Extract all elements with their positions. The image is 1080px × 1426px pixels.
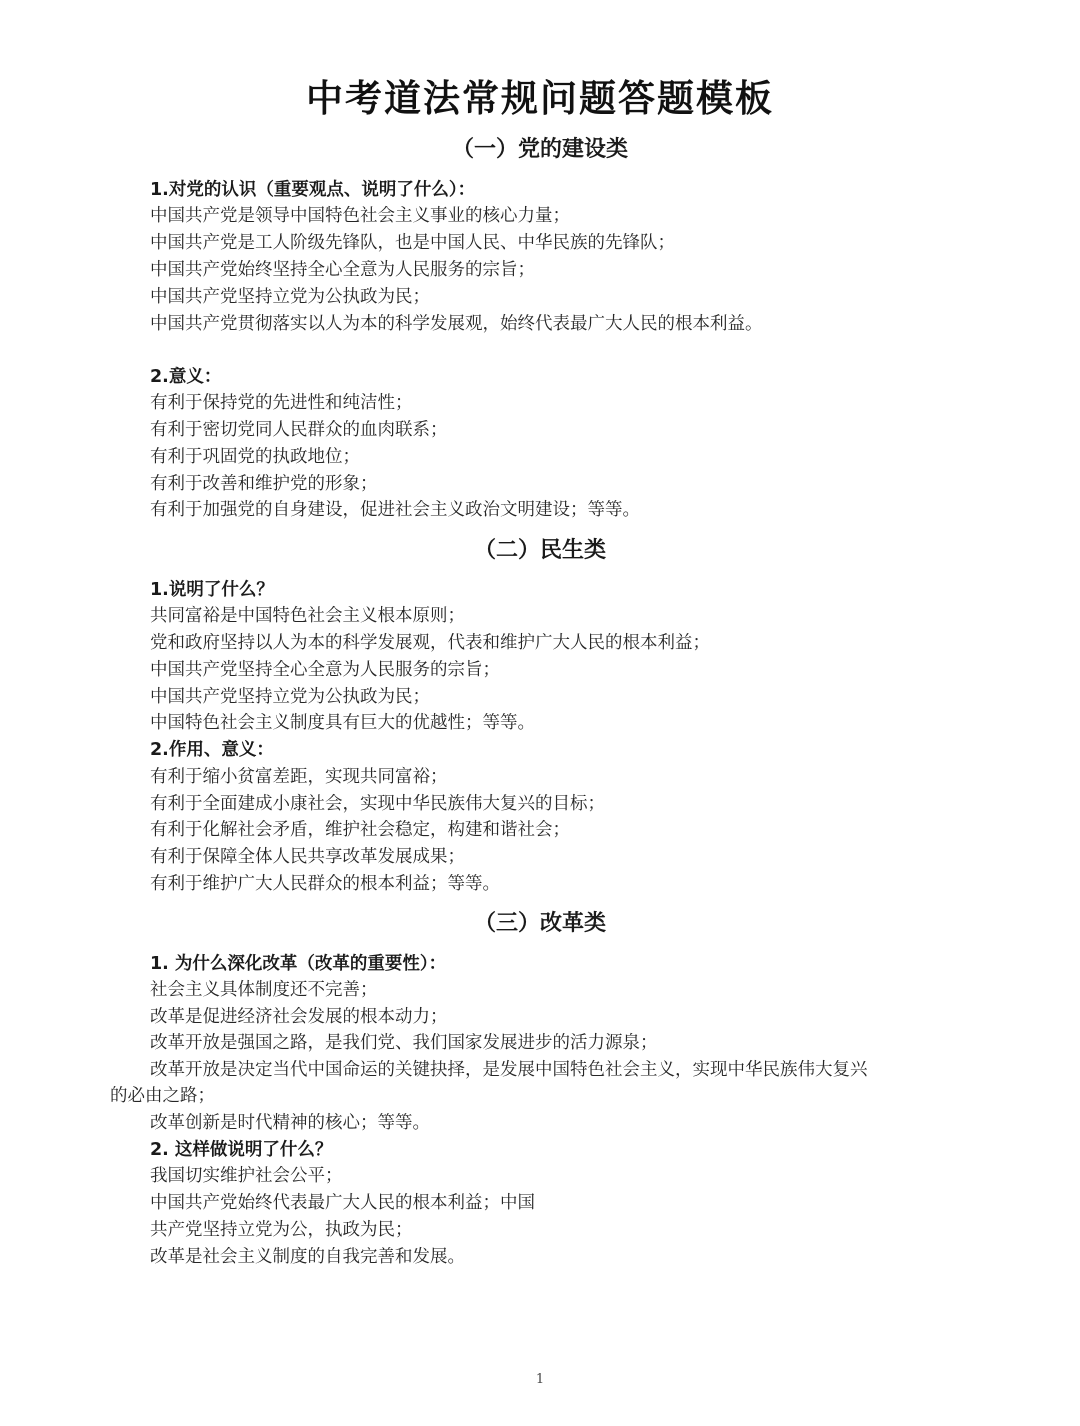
text-line: 中国共产党贯彻落实以人为本的科学发展观，始终代表最广大人民的根本利益。 bbox=[150, 314, 763, 334]
text-line: 有利于化解社会矛盾，维护社会稳定，构建和谐社会； bbox=[150, 820, 570, 840]
text-line: 中国特色社会主义制度具有巨大的优越性；等等。 bbox=[150, 713, 535, 733]
subheading-what-this-shows: 2. 这样做说明了什么？ bbox=[150, 1140, 333, 1160]
text-line: 改革创新是时代精神的核心；等等。 bbox=[150, 1113, 430, 1133]
text-line: 共同富裕是中国特色社会主义根本原则； bbox=[150, 606, 465, 626]
text-line: 有利于维护广大人民群众的根本利益；等等。 bbox=[150, 874, 500, 894]
text-line: 中国共产党始终坚持全心全意为人民服务的宗旨； bbox=[150, 260, 535, 280]
text-line: 社会主义具体制度还不完善； bbox=[150, 980, 378, 1000]
text-line: 中国共产党坚持立党为公执政为民； bbox=[150, 687, 430, 707]
subheading-what-it-shows: 1.说明了什么？ bbox=[150, 580, 274, 600]
text-line: 的必由之路； bbox=[110, 1086, 215, 1106]
text-line: 共产党坚持立党为公，执政为民； bbox=[150, 1220, 413, 1240]
page-title: 中考道法常规问题答题模板 bbox=[306, 77, 774, 120]
text-line: 中国共产党是工人阶级先锋队，也是中国人民、中华民族的先锋队； bbox=[150, 233, 675, 253]
subheading-role-significance: 2.作用、意义： bbox=[150, 740, 274, 760]
subheading-why-deepen-reform: 1. 为什么深化改革（改革的重要性）： bbox=[150, 954, 447, 974]
section-heading-livelihood: （二）民生类 bbox=[473, 538, 606, 563]
subheading-significance: 2.意义： bbox=[150, 367, 222, 387]
text-line: 中国共产党始终代表最广大人民的根本利益；中国 bbox=[150, 1193, 535, 1213]
text-line: 我国切实维护社会公平； bbox=[150, 1166, 343, 1186]
text-line: 有利于保障全体人民共享改革发展成果； bbox=[150, 847, 465, 867]
text-line: 有利于改善和维护党的形象； bbox=[150, 474, 378, 494]
text-line: 有利于巩固党的执政地位； bbox=[150, 447, 360, 467]
section-heading-party-building: （一）党的建设类 bbox=[451, 137, 628, 162]
text-line: 改革是社会主义制度的自我完善和发展。 bbox=[150, 1247, 465, 1267]
text-line: 改革开放是决定当代中国命运的关键抉择，是发展中国特色社会主义，实现中华民族伟大复兴 bbox=[150, 1060, 868, 1080]
text-line: 有利于全面建成小康社会，实现中华民族伟大复兴的目标； bbox=[150, 794, 605, 814]
text-line: 党和政府坚持以人为本的科学发展观，代表和维护广大人民的根本利益； bbox=[150, 633, 710, 653]
subheading-understanding-party: 1.对党的认识（重要观点、说明了什么）： bbox=[150, 180, 476, 200]
text-line: 中国共产党坚持立党为公执政为民； bbox=[150, 287, 430, 307]
text-line: 有利于保持党的先进性和纯洁性； bbox=[150, 393, 413, 413]
page-number: 1 bbox=[535, 1372, 545, 1387]
text-line: 有利于加强党的自身建设，促进社会主义政治文明建设；等等。 bbox=[150, 500, 640, 520]
text-line: 有利于缩小贫富差距，实现共同富裕； bbox=[150, 767, 448, 787]
text-line: 有利于密切党同人民群众的血肉联系； bbox=[150, 420, 448, 440]
text-line: 改革开放是强国之路，是我们党、我们国家发展进步的活力源泉； bbox=[150, 1033, 658, 1053]
text-line: 中国共产党坚持全心全意为人民服务的宗旨； bbox=[150, 660, 500, 680]
section-heading-reform: （三）改革类 bbox=[473, 911, 606, 936]
text-line: 中国共产党是领导中国特色社会主义事业的核心力量； bbox=[150, 206, 570, 226]
text-line: 改革是促进经济社会发展的根本动力； bbox=[150, 1007, 448, 1027]
